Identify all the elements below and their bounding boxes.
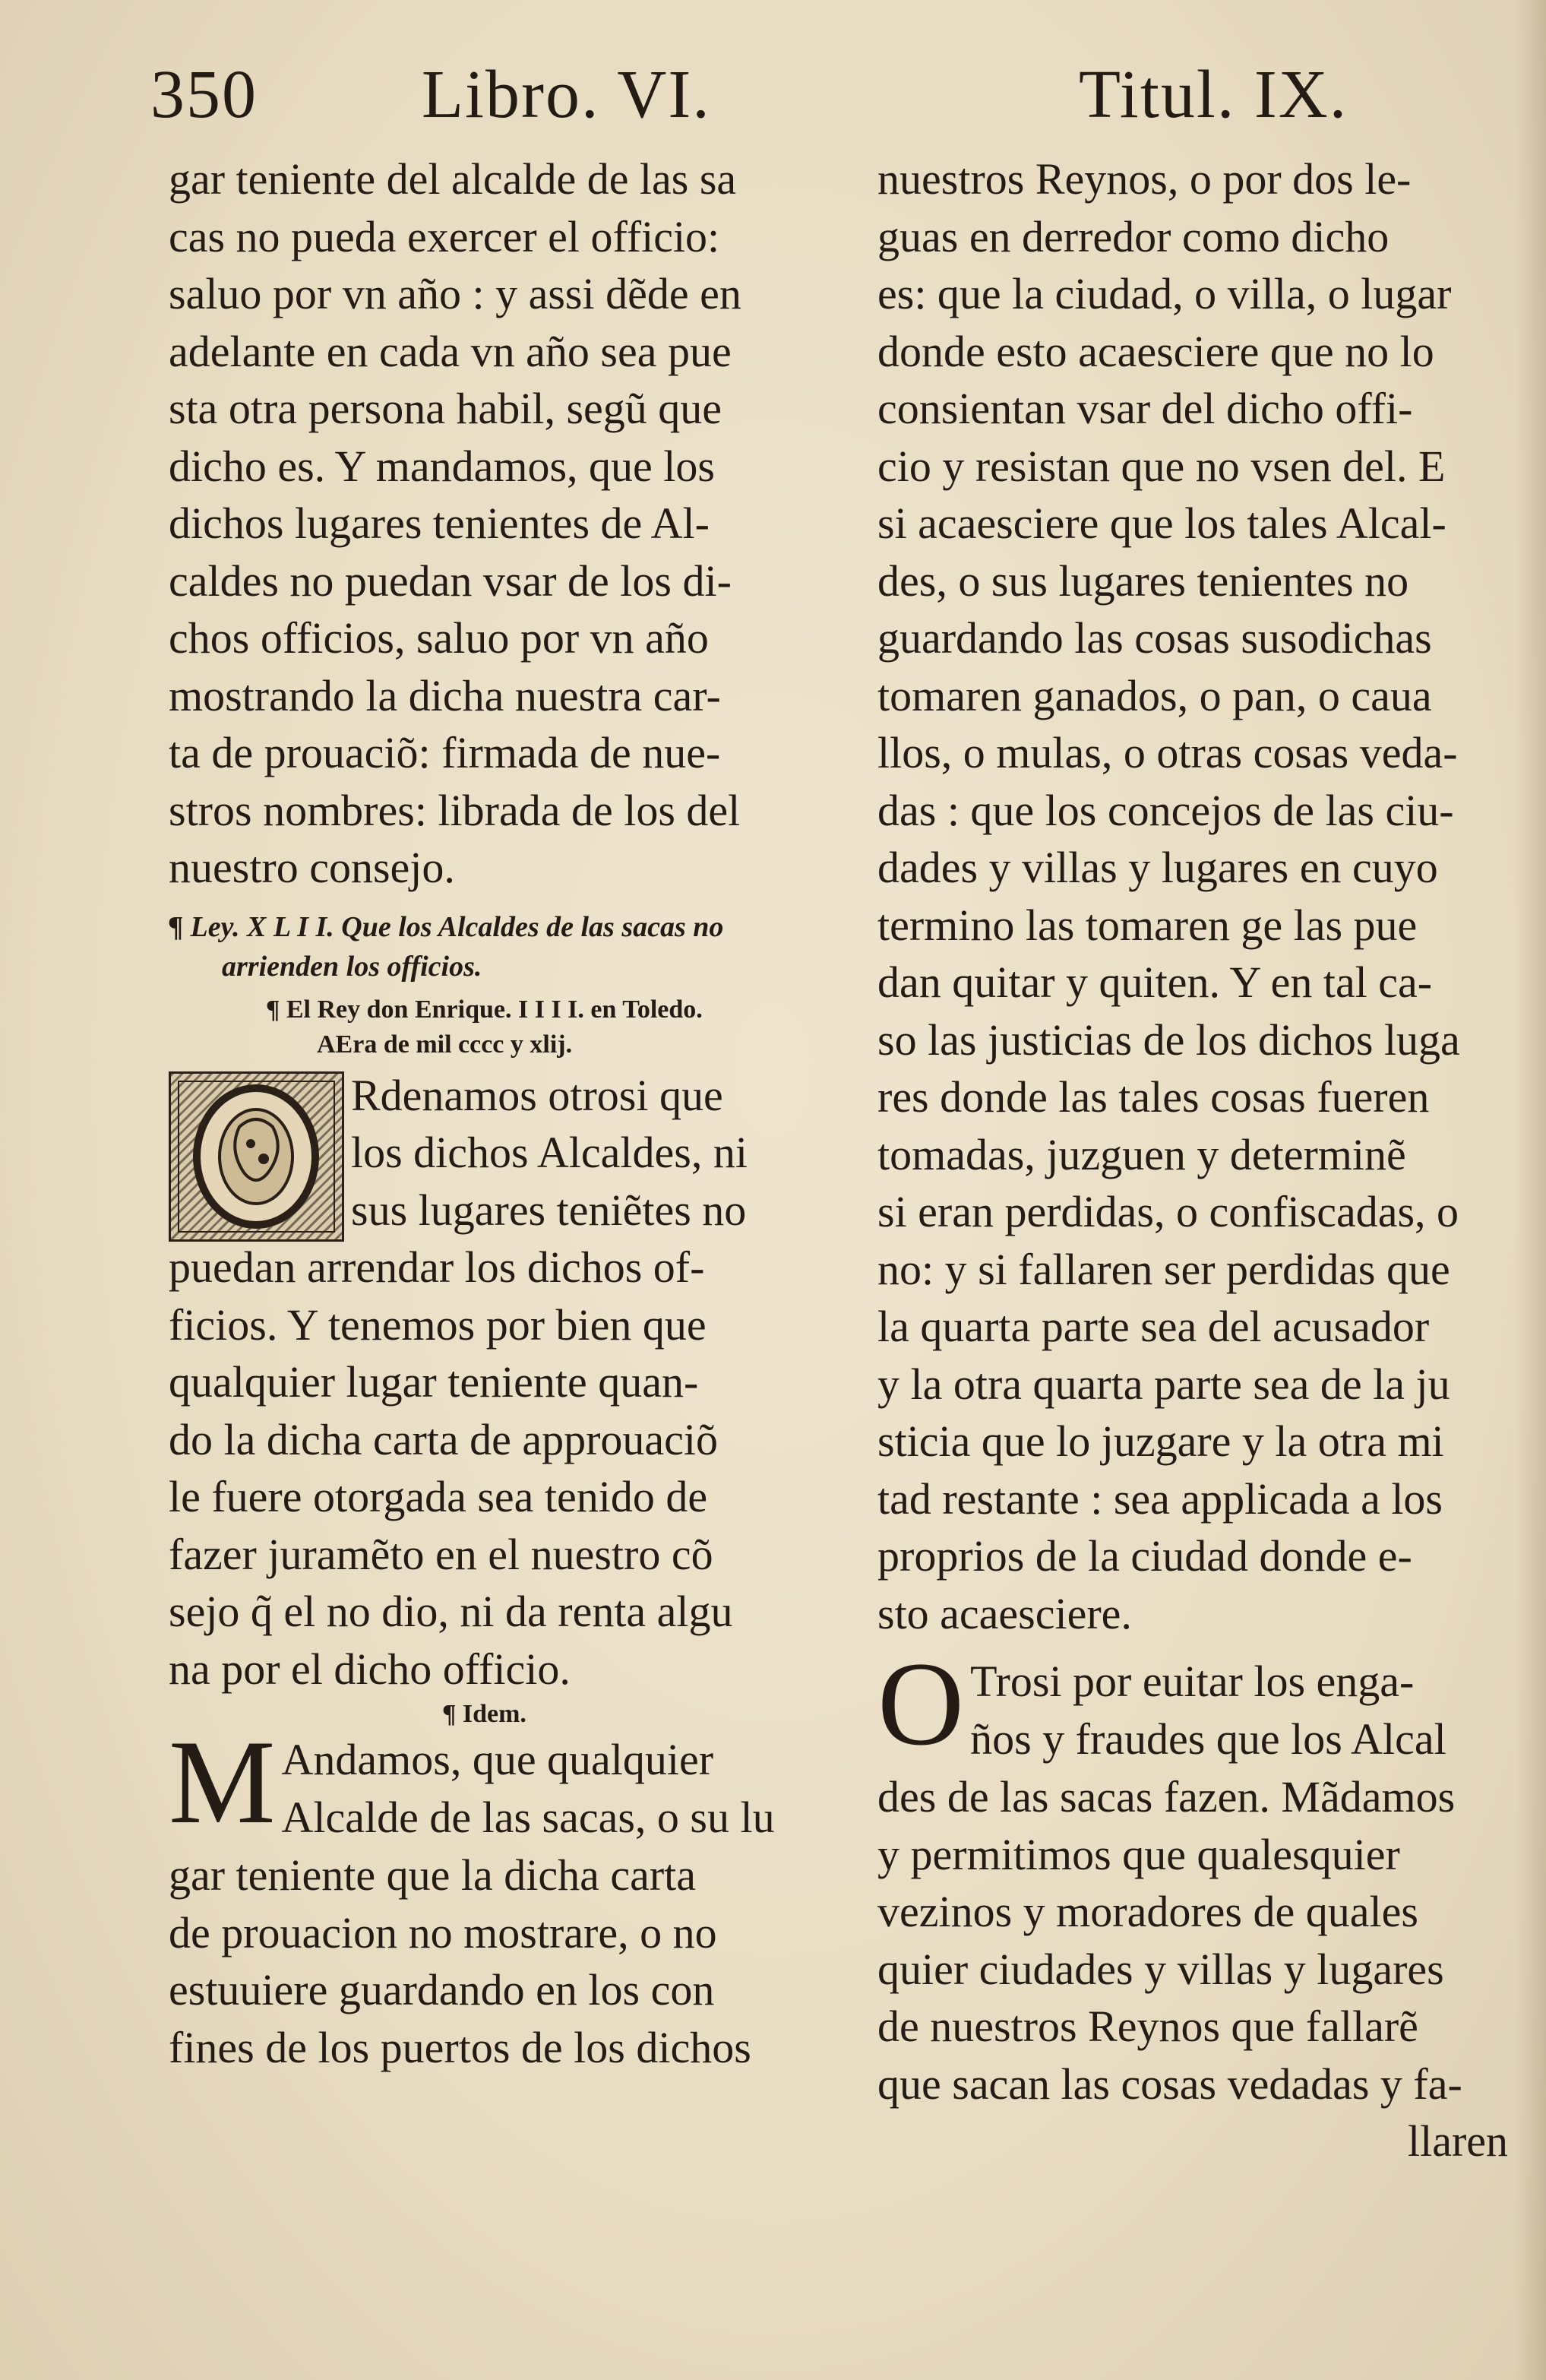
text-line: des de las sacas fazen. Mãdamos bbox=[877, 1772, 1456, 1821]
text-line: chos officios, saluo por vn año bbox=[169, 613, 709, 663]
text-line: ficios. Y tenemos por bien que bbox=[169, 1299, 707, 1350]
text-line: sus lugares teniẽtes no bbox=[351, 1185, 747, 1235]
text-line: si eran perdidas, o confiscadas, o bbox=[877, 1187, 1459, 1236]
text-line: termino las tomaren ge las pue bbox=[877, 900, 1418, 950]
left-column bbox=[169, 150, 830, 2076]
text-line: tomaren ganados, o pan, o caua bbox=[877, 670, 1432, 720]
text-line: das : que los concejos de las ciu- bbox=[877, 785, 1454, 835]
text-line: dichos lugares tenientes de Al- bbox=[169, 498, 710, 548]
catchword: llaren bbox=[1407, 2116, 1508, 2166]
text-line: res donde las tales cosas fueren bbox=[877, 1072, 1430, 1122]
text-line: es: que la ciudad, o villa, o lugar bbox=[877, 269, 1452, 318]
text-line: mostrando la dicha nuestra car- bbox=[169, 670, 721, 720]
drop-cap-letter: M bbox=[169, 1716, 276, 1849]
running-header bbox=[0, 53, 1546, 137]
text-line: consientan vsar del dicho offi- bbox=[877, 384, 1413, 433]
text-line: qualquier lugar teniente quan- bbox=[169, 1357, 699, 1407]
idem-citation: ¶ Idem. bbox=[442, 1700, 526, 1728]
page-number: 350 bbox=[150, 57, 258, 132]
text-line: llos, o mulas, o otras cosas veda- bbox=[877, 728, 1458, 777]
woodcut-initial-icon bbox=[169, 1071, 344, 1242]
text-line: dan quitar y quiten. Y en tal ca- bbox=[877, 957, 1433, 1007]
text-line: puedan arrendar los dichos of- bbox=[169, 1242, 705, 1292]
text-line: donde esto acaesciere que no lo bbox=[877, 326, 1434, 376]
text-line: ños y fraudes que los Alcal bbox=[970, 1714, 1446, 1764]
text-line: cas no pueda exercer el officio: bbox=[169, 211, 720, 261]
text-line: tad restante : sea applicada a los bbox=[877, 1473, 1443, 1524]
text-line: proprios de la ciudad donde e- bbox=[877, 1531, 1412, 1581]
text-line: stros nombres: librada de los del bbox=[169, 785, 741, 835]
text-line: saluo por vn año : y assi dẽde en bbox=[169, 269, 741, 318]
text-line: cio y resistan que no vsen del. E bbox=[877, 441, 1446, 491]
header-title-number: Titul. IX. bbox=[1079, 57, 1348, 132]
continued-paragraph bbox=[877, 150, 1531, 1642]
text-line: so las justicias de los dichos luga bbox=[877, 1014, 1460, 1065]
text-line: tomadas, juzguen y determinẽ bbox=[877, 1129, 1406, 1179]
text-line: fazer juramẽto en el nuestro cõ bbox=[169, 1529, 713, 1579]
text-line: sto acaesciere. bbox=[877, 1588, 1132, 1638]
text-line: Rdenamos otrosi que bbox=[351, 1070, 723, 1120]
text-line: sticia que lo juzgare y la otra mi bbox=[877, 1416, 1444, 1466]
text-line: vezinos y moradores de quales bbox=[877, 1887, 1418, 1936]
m-paragraph bbox=[169, 1716, 830, 2076]
text-line: de prouacion no mostrare, o no bbox=[169, 1907, 717, 1957]
header-book-title: Libro. VI. bbox=[422, 57, 711, 132]
text-line: sta otra persona habil, segũ que bbox=[169, 384, 722, 433]
text-line: guardando las cosas susodichas bbox=[877, 613, 1432, 663]
text-line: le fuere otorgada sea tenido de bbox=[169, 1472, 708, 1521]
text-line: des, o sus lugares tenientes no bbox=[877, 555, 1409, 606]
right-column bbox=[877, 150, 1531, 2170]
text-line: caldes no puedan vsar de los di- bbox=[169, 555, 732, 606]
text-line: si acaesciere que los tales Alcal- bbox=[877, 498, 1446, 548]
o-paragraph bbox=[877, 1638, 1531, 2113]
text-line: fines de los puertos de los dichos bbox=[169, 2022, 751, 2072]
citation-line: AEra de mil cccc y xlij. bbox=[317, 1030, 573, 1059]
text-line: Andamos, que qualquier bbox=[281, 1735, 714, 1784]
text-line: nuestro consejo. bbox=[169, 843, 455, 892]
text-line: na por el dicho officio. bbox=[169, 1644, 571, 1694]
text-line: nuestros Reynos, o por dos le- bbox=[877, 154, 1412, 204]
text-line: y la otra quarta parte sea de la ju bbox=[877, 1359, 1450, 1409]
law-heading-continued: arrienden los officios. bbox=[222, 950, 482, 983]
law-heading: ¶ Ley. X L I I. Que los Alcaldes de las sacas no bbox=[169, 910, 724, 943]
text-line: de nuestros Reynos que fallarẽ bbox=[877, 2002, 1418, 2051]
text-line: adelante en cada vn año sea pue bbox=[169, 326, 732, 376]
law-paragraph bbox=[169, 1067, 830, 1698]
text-line: dades y villas y lugares en cuyo bbox=[877, 843, 1438, 892]
text-line: los dichos Alcaldes, ni bbox=[351, 1128, 748, 1177]
text-line: no: y si fallaren ser perdidas que bbox=[877, 1244, 1450, 1294]
text-line: ta de prouaciõ: firmada de nue- bbox=[169, 728, 721, 777]
text-line: gar teniente que la dicha carta bbox=[169, 1850, 696, 1900]
text-line: estuuiere guardando en los con bbox=[169, 1965, 715, 2014]
text-line: do la dicha carta de approuaciõ bbox=[169, 1414, 719, 1464]
text-line: gar teniente del alcalde de las sa bbox=[169, 154, 737, 204]
text-line: dicho es. Y mandamos, que los bbox=[169, 441, 715, 491]
text-line: Trosi por euitar los enga- bbox=[970, 1657, 1415, 1706]
intro-paragraph bbox=[169, 150, 830, 897]
drop-cap-letter: O bbox=[877, 1638, 965, 1771]
text-line: sejo q̃ el no dio, ni da renta algu bbox=[169, 1587, 733, 1636]
text-line: guas en derredor como dicho bbox=[877, 211, 1390, 261]
text-line: Alcalde de las sacas, o su lu bbox=[281, 1792, 775, 1842]
text-line: la quarta parte sea del acusador bbox=[877, 1302, 1430, 1351]
citation-line: ¶ El Rey don Enrique. I I I I. en Toledo. bbox=[266, 995, 703, 1024]
text-line: y permitimos que qualesquier bbox=[877, 1829, 1400, 1879]
text-line: que sacan las cosas vedadas y fa- bbox=[877, 2059, 1462, 2109]
text-line: quier ciudades y villas y lugares bbox=[877, 1944, 1444, 1994]
